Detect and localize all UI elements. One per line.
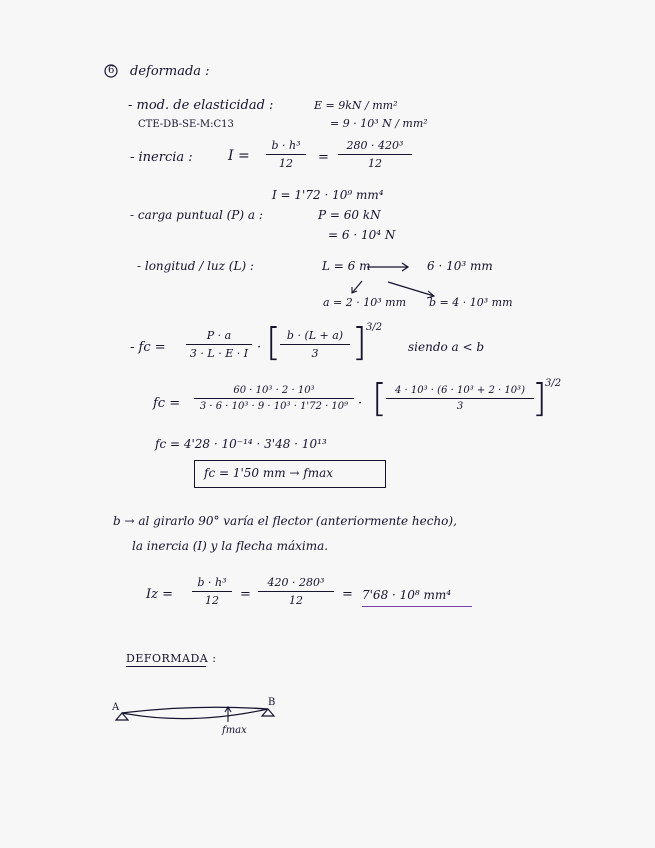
iz-result: 7'68 · 10⁸ mm⁴ [362,588,452,602]
iz-eq2: = [342,587,353,602]
subst-fraction-2: 4 · 10³ · (6 · 10³ + 2 · 10³) 3 [386,385,534,412]
iz-fraction-1: b · h³ 12 [192,576,232,607]
elastic-norm: CTE-DB-SE-M:C13 [138,119,234,130]
fmax-label: fmax [222,725,247,736]
formula-fraction-1: P · a 3 · L · E · I [186,329,252,360]
inertia-eq: = [318,150,329,165]
section-title: deformada : [130,64,210,79]
inertia-fraction-2: 280 · 420³ 12 [338,139,412,170]
subst-bracket-open: [ [372,376,387,420]
formula-exponent: 3/2 [366,322,383,333]
iz-fraction-2: 420 · 280³ 12 [258,576,334,607]
length-L: L = 6 m [322,259,371,273]
iz-result-underline [362,606,472,607]
formula-dot: · [257,340,262,355]
subst-bracket-close: ] [532,376,547,420]
inertia-result: I = 1'72 · 10⁹ mm⁴ [272,188,384,202]
load-P-line2: = 6 · 10⁴ N [328,228,396,242]
inertia-fraction-1: b · h³ 12 [266,139,306,170]
support-a-label: A [112,702,120,713]
length-b: b = 4 · 10³ mm [429,296,513,309]
subst-fraction-1: 60 · 10³ · 2 · 10³ 3 · 6 · 10³ · 9 · 10³ · 1'72 · 10⁹ [194,385,354,412]
inertia-I-sym: I = [228,148,250,164]
formula-bracket-open: [ [266,320,281,364]
iz-eq: = [240,587,251,602]
elastic-E-line2: = 9 · 10³ N / mm² [330,117,428,130]
part-b-line1: b → al girarlo 90° varía el flector (anteriormente hecho), [113,514,457,528]
deformada-title: DEFORMADA : [126,652,217,665]
subst-dot: · [358,396,363,411]
formula-condition: siendo a < b [408,340,485,354]
load-P-line1: P = 60 kN [318,208,381,222]
section-marker: 6 [108,65,115,76]
deformada-title-underline [126,666,206,667]
result-box-text: fc = 1'50 mm → fmax [204,466,334,480]
arrow-to-b [388,282,434,296]
formula-bracket-close: ] [352,320,367,364]
iz-sym: Iz = [146,587,174,602]
load-label: - carga puntual (P) a : [130,208,263,222]
inertia-label: - inercia : [130,150,193,165]
length-label: - longitud / luz (L) : [137,259,254,273]
formula-fraction-2: b · (L + a) 3 [280,329,350,360]
subst-exponent: 3/2 [545,378,562,389]
formula-f-sym: - fc = [130,340,166,355]
elastic-label: - mod. de elasticidad : [128,98,274,113]
partial-result: fc = 4'28 · 10⁻¹⁴ · 3'48 · 10¹³ [155,437,327,451]
elastic-E-line1: E = 9kN / mm² [314,99,398,112]
support-b-label: B [268,697,276,708]
subst-f-sym: fc = [153,396,181,411]
part-b-line2: la inercia (I) y la flecha máxima. [132,539,329,553]
length-a: a = 2 · 10³ mm [323,296,407,309]
length-L-mm: 6 · 10³ mm [427,259,493,273]
beam-line [122,707,268,713]
